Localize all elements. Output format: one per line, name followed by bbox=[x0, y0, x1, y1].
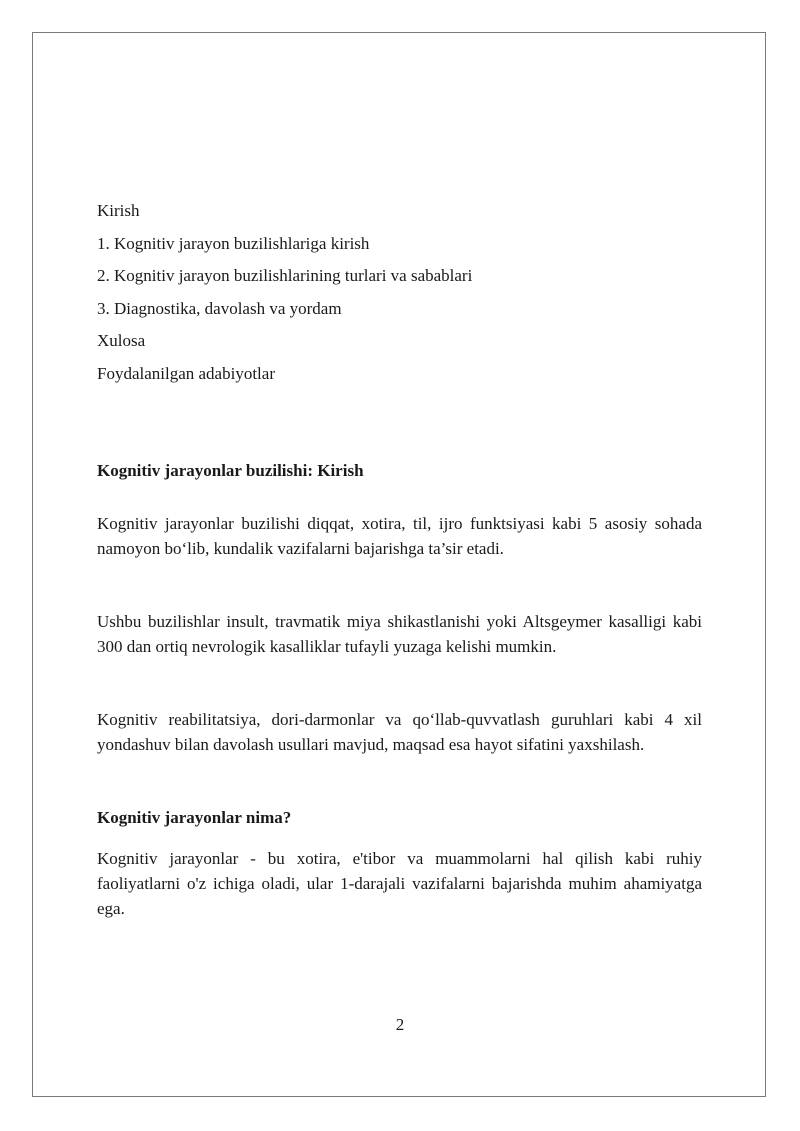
toc-item-conclusion: Xulosa bbox=[97, 331, 146, 351]
page-number: 2 bbox=[395, 1015, 405, 1034]
paragraph-intro-2: Ushbu buzilishlar insult, travmatik miya shikastlanishi yoki Altsgeymer kasalligi kabi 300 dan ortiq nevrologik kasalliklar tufayli yuzaga kelishi mumkin. bbox=[97, 612, 702, 656]
toc-item-intro: Kirish bbox=[97, 201, 140, 220]
paragraph-what-is: Kognitiv jarayonlar - bu xotira, e'tibor va muammolarni hal qilish kabi ruhiy faoliyatlarni o'z ichiga oladi, ular 1-darajali vazifalarni bajarishda muhim ahamiyatga ega. bbox=[97, 849, 702, 918]
section-heading-what-is: Kognitiv jarayonlar nima? bbox=[97, 808, 292, 827]
section-heading-intro: Kognitiv jarayonlar buzilishi: Kirish bbox=[97, 461, 364, 480]
toc-item-chapter-2: 2. Kognitiv jarayon buzilishlarining turlari va sabablari bbox=[97, 266, 473, 286]
table-of-contents bbox=[97, 200, 707, 396]
paragraph-intro-3: Kognitiv reabilitatsiya, dori-darmonlar va qo‘llab-quvvatlash guruhlari kabi 4 xil yondashuv bilan davolash usullari mavjud, maqsad esa hayot sifatini yaxshilash. bbox=[97, 710, 702, 754]
toc-item-references: Foydalanilgan adabiyotlar bbox=[97, 363, 275, 383]
toc-item-chapter-3: 3. Diagnostika, davolash va yordam bbox=[97, 298, 342, 318]
toc-item-chapter-1: 1. Kognitiv jarayon buzilishlariga kirish bbox=[97, 233, 370, 253]
paragraph-intro-1: Kognitiv jarayonlar buzilishi diqqat, xotira, til, ijro funktsiyasi kabi 5 asosiy sohada namoyon bo‘lib, kundalik vazifalarni bajarishga ta’sir etadi. bbox=[97, 514, 702, 558]
page-border bbox=[32, 32, 766, 1097]
